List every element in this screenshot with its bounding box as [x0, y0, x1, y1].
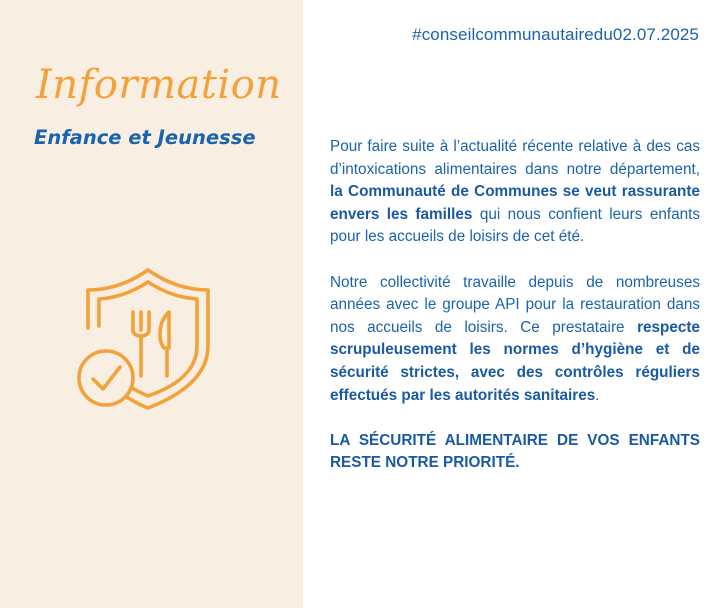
emphasis-2: respecte scrupuleusement les normes d’hygiène et de sécurité strictes, avec des contrôles réguliers effectués par les autorités sanitaires — [330, 318, 700, 404]
left-panel — [0, 0, 303, 608]
closing-statement: LA SÉCURITÉ ALIMENTAIRE DE VOS ENFANTS RESTE NOTRE PRIORITÉ. — [330, 431, 700, 472]
food-safety-shield-icon — [76, 266, 216, 412]
paragraph-1: Pour faire suite à l’actualité récente relative à des cas d’intoxications alimentaires dans notre département, la Communauté de Communes se veut rassurante envers les familles qui nous confient leurs enfants pour les accueils de loisirs de cet été. — [330, 138, 700, 246]
subtitle-enfance-jeunesse: Enfance et Jeunesse — [34, 126, 256, 149]
emphasis-1: la Communauté de Communes se veut rassurante envers les familles — [330, 183, 700, 223]
hashtag-conseil: #conseilcommunautairedu02.07.2025 — [412, 25, 699, 44]
paragraph-2: Notre collectivité travaille depuis de nombreuses années avec le groupe API pour la restauration dans nos accueils de loisirs. Ce prestataire respecte scrupuleusement les normes d’hygiène et de sécurité strictes, avec des contrôles réguliers effectués par les autorités sanitaires. — [330, 273, 700, 404]
article-body — [330, 136, 700, 498]
title-information: Information — [36, 62, 282, 108]
